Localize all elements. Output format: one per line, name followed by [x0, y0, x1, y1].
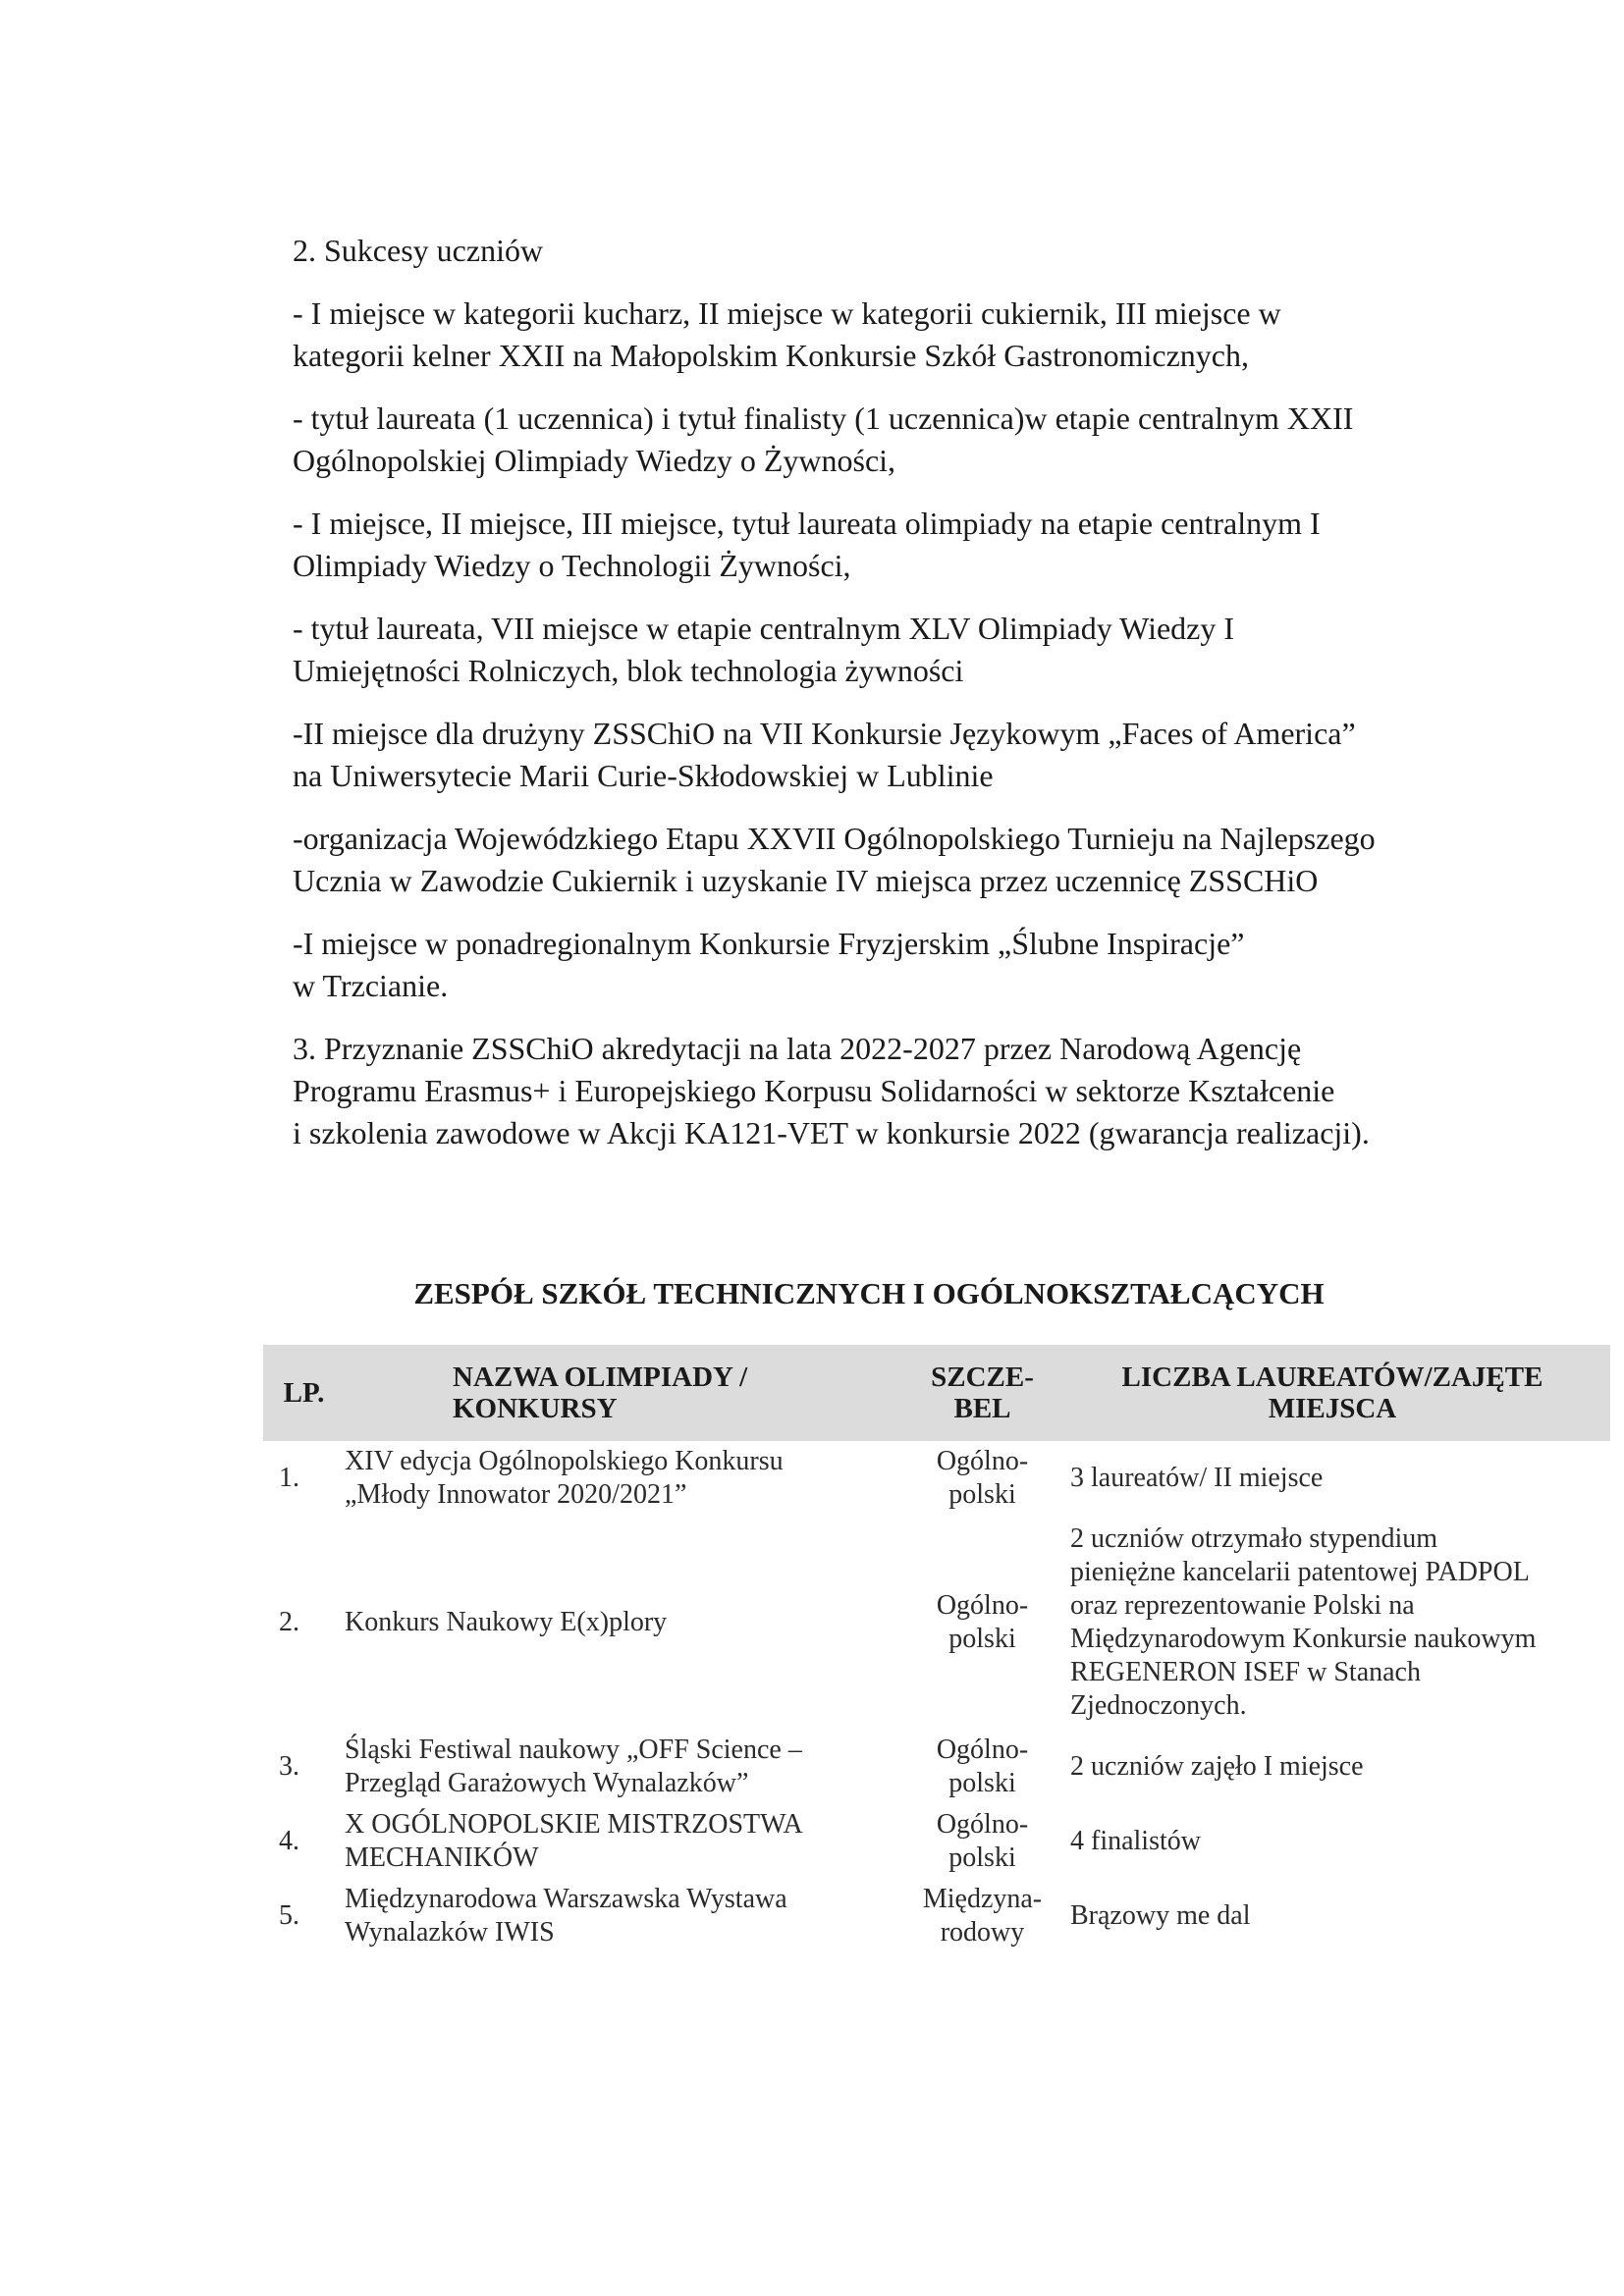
- table-title: ZESPÓŁ SZKÓŁ TECHNICZNYCH I OGÓLNOKSZTAŁCĄCYCH: [413, 1276, 1325, 1310]
- paragraph-item: - I miejsce w kategorii kucharz, II miejsce w kategorii cukiernik, III miejsce w kategorii kelner XXII na Małopolskim Konkursie Szkół Gastronomicznych,: [293, 295, 1281, 373]
- cell-name: Międzynarodowa Warszawska Wystawa Wynalazków IWIS: [345, 1884, 787, 1948]
- cell-name: XIV edycja Ogólnopolskiego Konkursu „Młody Innowator 2020/2021”: [345, 1446, 784, 1510]
- cell-lp: 2.: [279, 1607, 299, 1637]
- cell-name: Konkurs Naukowy E(x)plory: [345, 1607, 668, 1637]
- cell-name: X OGÓLNOPOLSKIE MISTRZOSTWA MECHANIKÓW: [345, 1809, 803, 1873]
- section-heading-student-successes: 2. Sukcesy uczniów: [293, 233, 544, 268]
- header-lp: LP.: [283, 1377, 325, 1409]
- table-row: [263, 1879, 1610, 1953]
- table-row: [263, 1516, 1610, 1730]
- paragraph-item: -II miejsce dla drużyny ZSSChiO na VII Konkursie Językowym „Faces of America” na Uniwersytecie Marii Curie-Skłodowskiej w Lublinie: [293, 716, 1356, 793]
- header-level: SZCZE- BEL: [931, 1362, 1034, 1424]
- cell-result: 3 laureatów/ II miejsce: [1070, 1463, 1324, 1493]
- paragraph-item: - I miejsce, II miejsce, III miejsce, tytuł laureata olimpiady na etapie centralnym I Olimpiady Wiedzy o Technologii Żywności,: [293, 506, 1321, 583]
- cell-result: 4 finalistów: [1070, 1826, 1201, 1856]
- competitions-table: [263, 1345, 1610, 1953]
- cell-level: Ogólno- polski: [936, 1590, 1029, 1654]
- cell-level: Ogólno- polski: [936, 1446, 1029, 1510]
- table-row: [263, 1804, 1610, 1879]
- paragraph-item: - tytuł laureata (1 uczennica) i tytuł finalisty (1 uczennica)w etapie centralnym XXII Ogólnopolskiej Olimpiady Wiedzy o Żywności,: [293, 400, 1354, 478]
- cell-lp: 5.: [279, 1900, 299, 1931]
- cell-result: Brązowy me dal: [1070, 1900, 1251, 1931]
- body-text: [293, 230, 1451, 1175]
- cell-level: Międzyna- rodowy: [922, 1884, 1043, 1948]
- header-name: NAZWA OLIMPIADY / KONKURSY: [453, 1362, 748, 1424]
- cell-lp: 4.: [279, 1826, 299, 1856]
- header-result: LICZBA LAUREATÓW/ZAJĘTE MIEJSCA: [1121, 1362, 1543, 1424]
- paragraph-item: -I miejsce w ponadregionalnym Konkursie Fryzjerskim „Ślubne Inspiracje” w Trzcianie.: [293, 926, 1245, 1003]
- cell-level: Ogólno- polski: [936, 1735, 1029, 1798]
- table-row: [263, 1441, 1610, 1516]
- section-heading-accreditation: 3. Przyznanie ZSSChiO akredytacji na lata 2022-2027 przez Narodową Agencję Programu Erasmus+ i Europejskiego Korpusu Solidarności w sektorze Kształcenie i szkolenia zawodowe w Akcji KA121-VET w konkursie 2022 (gwarancja realizacji).: [293, 1031, 1370, 1150]
- cell-result: 2 uczniów otrzymało stypendium pieniężne kancelarii patentowej PADPOL oraz reprezentowanie Polski na Międzynarodowym Konkursie naukowym REGENERON ISEF w Stanach Zjednoczonych.: [1070, 1523, 1537, 1721]
- cell-result: 2 uczniów zajęło I miejsce: [1070, 1751, 1364, 1782]
- cell-level: Ogólno- polski: [936, 1809, 1029, 1873]
- table-row: [263, 1730, 1610, 1804]
- paragraph-item: -organizacja Wojewódzkiego Etapu XXVII Ogólnopolskiego Turnieju na Najlepszego Ucznia w Zawodzie Cukiernik i uzyskanie IV miejsca przez uczennicę ZSSCHiO: [293, 821, 1376, 898]
- table-header-row: [263, 1345, 1610, 1441]
- cell-lp: 1.: [279, 1463, 299, 1493]
- cell-lp: 3.: [279, 1751, 299, 1782]
- cell-name: Śląski Festiwal naukowy „OFF Science – Przegląd Garażowych Wynalazków”: [345, 1735, 802, 1798]
- competitions-table-wrapper: [263, 1345, 1610, 1953]
- paragraph-item: - tytuł laureata, VII miejsce w etapie centralnym XLV Olimpiady Wiedzy I Umiejętności Rolniczych, blok technologia żywności: [293, 611, 1235, 688]
